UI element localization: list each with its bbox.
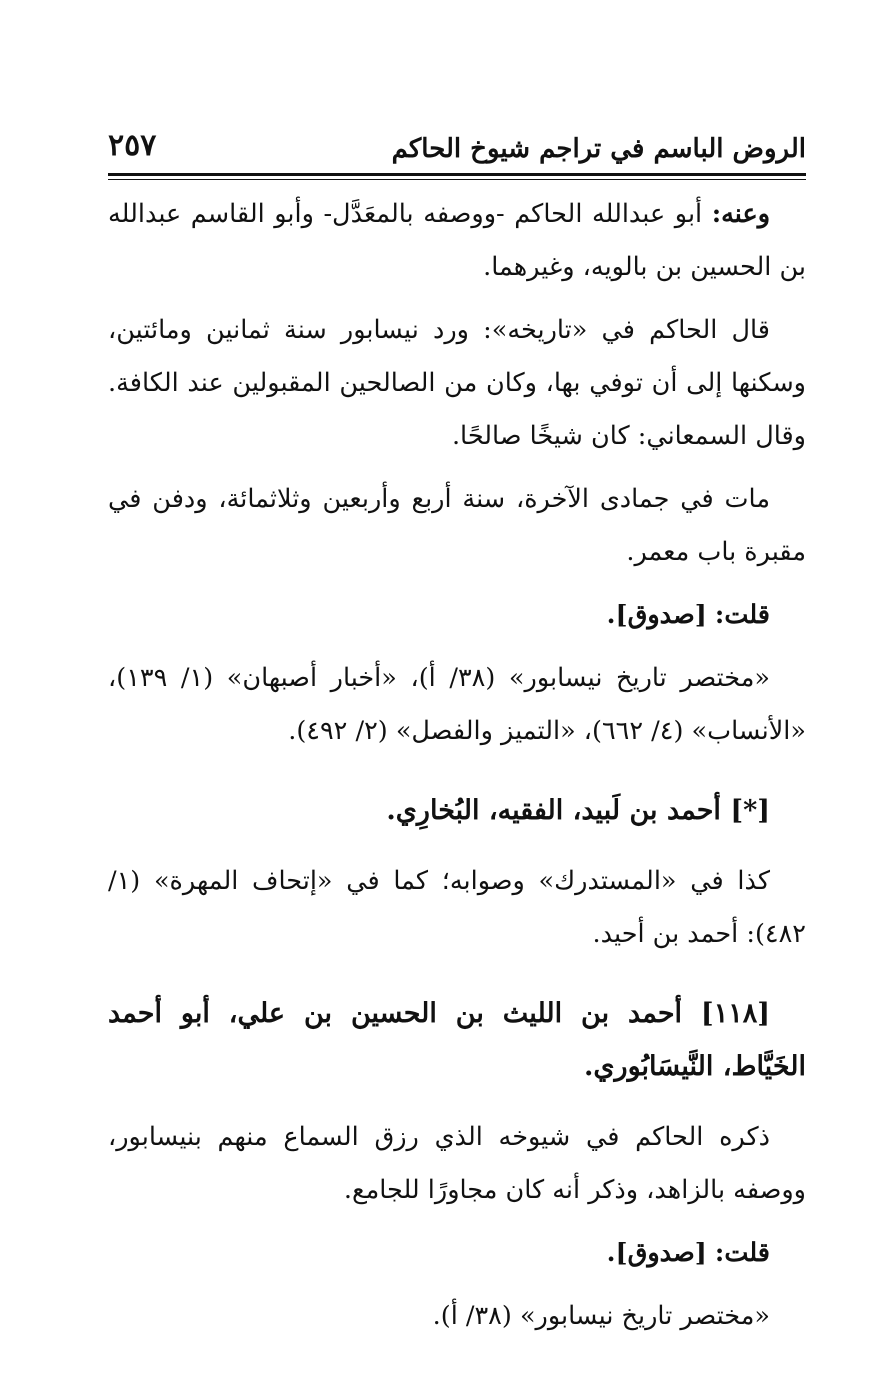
verdict-label: قلت: bbox=[714, 600, 770, 630]
page-body bbox=[108, 188, 806, 1353]
running-title: الروض الباسم في تراجم شيوخ الحاكم bbox=[391, 134, 806, 164]
lead-word: وعنه: bbox=[711, 199, 771, 229]
verdict-value: [صدوق]. bbox=[606, 1238, 707, 1268]
header-rule-thin bbox=[108, 179, 806, 180]
verdict-label: قلت: bbox=[714, 1238, 770, 1268]
entry-heading-118: [١١٨] أحمد بن الليث بن الحسين بن علي، أبو أحمد الخَيَّاط، النَّيسَابُوري. bbox=[108, 998, 806, 1082]
references-line: «مختصر تاريخ نيسابور» (٣٨/ أ)، «أخبار أصبهان» (١/ ١٣٩)، «الأنساب» (٤/ ٦٦٢)، «التميز والفصل» (٢/ ٤٩٢). bbox=[108, 663, 806, 746]
page-header bbox=[108, 122, 806, 170]
verdict-line bbox=[108, 1227, 806, 1280]
paragraph-death: مات في جمادى الآخرة، سنة أربع وأربعين وثلاثمائة، ودفن في مقبرة باب معمر. bbox=[108, 484, 806, 567]
references-line: «مختصر تاريخ نيسابور» (٣٨/ أ). bbox=[432, 1301, 770, 1331]
entry-note-star: كذا في «المستدرك» وصوابه؛ كما في «إتحاف المهرة» (١/ ٤٨٢): أحمد بن أحيد. bbox=[108, 866, 806, 949]
paragraph-hakim-quote: قال الحاكم في «تاريخه»: ورد نيسابور سنة ثمانين ومائتين، وسكنها إلى أن توفي بها، وكان من الصالحين المقبولين عند الكافة. وقال السمعاني: كان شيخًا صالحًا. bbox=[108, 315, 806, 451]
page-number: ٢٥٧ bbox=[108, 128, 157, 163]
entry-text-118: ذكره الحاكم في شيوخه الذي رزق السماع منهم بنيسابور، ووصفه بالزاهد، وذكر أنه كان مجاورًا للجامع. bbox=[108, 1122, 806, 1205]
entry-heading-star: [*] أحمد بن لَبيد، الفقيه، البُخارِي. bbox=[386, 795, 770, 826]
paragraph-text: أبو عبدالله الحاكم -ووصفه بالمعَدَّل- وأبو القاسم عبدالله بن الحسين بن بالويه، وغيرهما. bbox=[108, 199, 806, 282]
verdict-value: [صدوق]. bbox=[606, 600, 707, 630]
paragraph-narrators bbox=[108, 188, 806, 294]
header-rule-thick bbox=[108, 173, 806, 176]
verdict-line bbox=[108, 589, 806, 642]
